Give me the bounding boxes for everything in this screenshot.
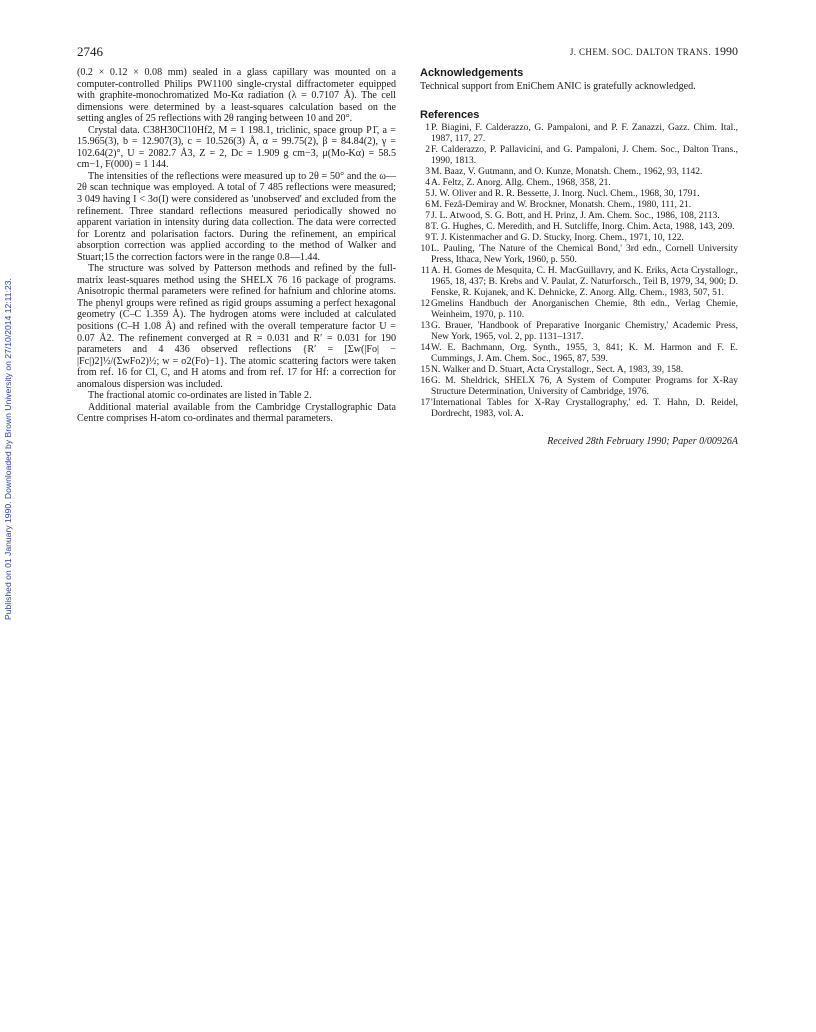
- references-heading: References: [420, 108, 480, 121]
- acknowledgements-heading: Acknowledgements: [420, 67, 524, 79]
- reference-text: Gmelins Handbuch der Anorganischen Chemie, 8th edn., Verlag Chemie, Weinheim, 1970, p. 110.: [431, 298, 738, 320]
- download-watermark: [3, 190, 17, 620]
- reference-item: [420, 376, 738, 398]
- reference-item: [420, 233, 738, 244]
- reference-text: J. W. Oliver and R. R. Bessette, J. Inorg. Nucl. Chem., 1968, 30, 1791.: [431, 188, 700, 199]
- reference-item: [420, 321, 738, 343]
- reference-number: 10: [420, 243, 430, 254]
- reference-text: 'International Tables for X-Ray Crystallography,' ed. T. Hahn, D. Reidel, Dordrecht, 1983, vol. A.: [431, 397, 738, 419]
- reference-item: [420, 365, 738, 376]
- reference-number: 16: [420, 375, 430, 386]
- reference-number: 4: [425, 177, 430, 188]
- reference-text: F. Calderazzo, P. Pallavicini, and G. Pampaloni, J. Chem. Soc., Dalton Trans., 1990, 1813.: [431, 144, 738, 166]
- reference-number: 3: [425, 166, 430, 177]
- reference-number: 17: [420, 397, 430, 408]
- reference-text: N. Walker and D. Stuart, Acta Crystallogr., Sect. A, 1983, 39, 158.: [431, 364, 684, 375]
- reference-text: M. Fezâ-Demiray and W. Brockner, Monatsh. Chem., 1980, 111, 21.: [431, 199, 692, 210]
- reference-item: [420, 145, 738, 167]
- reference-item: [420, 266, 738, 299]
- body-paragraph: The fractional atomic co-ordinates are listed in Table 2.: [88, 390, 312, 402]
- reference-item: [420, 244, 738, 266]
- reference-number: 13: [420, 320, 430, 331]
- reference-text: T. G. Hughes, C. Meredith, and H. Sutcliffe, Inorg. Chim. Acta, 1988, 143, 209.: [431, 221, 735, 232]
- reference-text: L. Pauling, 'The Nature of the Chemical Bond,' 3rd edn., Cornell University Press, Ithaca, New York, 1960, p. 550.: [431, 243, 738, 265]
- page-number: 2746: [77, 44, 103, 59]
- journal-year: 1990: [714, 44, 738, 58]
- body-paragraph: The structure was solved by Patterson methods and refined by the full-matrix least-squares method using the SHELX 76 16 package of programs. Anisotropic thermal parameters were refined for hafnium and chlorine atoms. The phenyl groups were refined as rigid groups assuming a perfect hexagonal geometry (C–C 1.359 Å). The hydrogen atoms were included at calculated positions (C–H 1.08 Å) and refined with the overall temperature factor U = 0.07 Å2. The refinement converged at R = 0.031 and R′ = 0.031 for 190 parameters and 4 436 observed reflections {R′ = [Σw(|Fo| − |Fc|)2]½/(ΣwFo2)½; w = σ2(Fo)−1}. The atomic scattering factors were taken from ref. 16 for Cl, C, and H atoms and from ref. 17 for Hf: a correction for anomalous dispersion was included.: [77, 263, 396, 390]
- reference-item: [420, 211, 738, 222]
- reference-number: 1: [425, 122, 430, 133]
- reference-number: 14: [420, 342, 430, 353]
- reference-item: [420, 167, 738, 178]
- reference-item: [420, 299, 738, 321]
- received-line: Received 28th February 1990; Paper 0/00926A: [547, 435, 738, 447]
- reference-number: 9: [425, 232, 430, 243]
- reference-number: 6: [425, 199, 430, 210]
- acknowledgements-text: Technical support from EniChem ANIC is gratefully acknowledged.: [420, 81, 696, 92]
- reference-text: J. L. Atwood, S. G. Bott, and H. Prinz, J. Am. Chem. Soc., 1986, 108, 2113.: [431, 210, 720, 221]
- reference-number: 8: [425, 221, 430, 232]
- reference-number: 2: [425, 144, 430, 155]
- reference-number: 15: [420, 364, 430, 375]
- reference-item: [420, 222, 738, 233]
- journal-name: J. CHEM. SOC. DALTON TRANS.: [569, 47, 711, 57]
- reference-item: [420, 200, 738, 211]
- reference-text: A. H. Gomes de Mesquita, C. H. MacGuillavry, and K. Eriks, Acta Crystallogr., 1965, 18, 437; B. Krebs and V. Paulat, Z. Naturforsch., Teil B, 1979, 34, 900; D. Fenske, R. Kujanek, and K. Dehnicke, Z. Anorg. Allg. Chem., 1983, 507, 51.: [431, 265, 738, 298]
- left-column: [77, 67, 396, 425]
- reference-text: T. J. Kistenmacher and G. D. Stucky, Inorg. Chem., 1971, 10, 122.: [431, 232, 684, 243]
- body-paragraph: The intensities of the reflections were measured up to 2θ = 50° and the ω—2θ scan technique was employed. A total of 7 485 reflections were measured; 3 049 having I < 3σ(I) were considered as 'unobserved' and excluded from the refinement. Three standard reflections measured periodically showed no apparent variation in intensity during data collection. The data were corrected for Lorentz and polarisation factors. During the refinement, an empirical absorption correction was applied according to the method of Walker and Stuart;15 the correction factors were in the range 0.8—1.44.: [77, 170, 396, 263]
- reference-number: 12: [420, 298, 430, 309]
- reference-text: A. Feltz, Z. Anorg. Allg. Chem., 1968, 358, 21.: [431, 177, 611, 188]
- body-paragraph: (0.2 × 0.12 × 0.08 mm) sealed in a glass capillary was mounted on a computer-controlled Philips PW1100 single-crystal diffractometer equipped with graphite-monochromatized Mo-Kα radiation (λ = 0.7107 Å). The cell dimensions were determined by a least-squares calculation based on the setting angles of 25 reflections with 2θ ranging between 10 and 20°.: [77, 67, 396, 125]
- reference-text: M. Baaz, V. Gutmann, and O. Kunze, Monatsh. Chem., 1962, 93, 1142.: [431, 166, 703, 177]
- reference-number: 7: [425, 210, 430, 221]
- reference-item: [420, 178, 738, 189]
- reference-list: [420, 123, 738, 420]
- reference-number: 11: [420, 265, 430, 276]
- journal-title: [570, 44, 738, 59]
- reference-text: W. E. Bachmann, Org. Synth., 1955, 3, 841; K. M. Harmon and F. E. Cummings, J. Am. Chem. Soc., 1965, 87, 539.: [431, 342, 738, 364]
- watermark-text: Published on 01 January 1990. Downloaded by Brown University on 27/10/2014 12:11:23.: [3, 278, 13, 620]
- reference-text: P. Biagini, F. Calderazzo, G. Pampaloni, and P. F. Zanazzi, Gazz. Chim. Ital., 1987, 117, 27.: [431, 122, 738, 144]
- reference-item: [420, 123, 738, 145]
- page-header: [77, 44, 738, 60]
- reference-number: 5: [425, 188, 430, 199]
- reference-text: G. Brauer, 'Handbook of Preparative Inorganic Chemistry,' Academic Press, New York, 1965, vol. 2, pp. 1131–1317.: [431, 320, 738, 342]
- reference-item: [420, 343, 738, 365]
- right-column: [420, 67, 738, 457]
- reference-item: [420, 189, 738, 200]
- crystal-data-paragraph: Crystal data. C38H30Cl10Hf2, M = 1 198.1, triclinic, space group P1̄, a = 15.965(3), b = 12.907(3), c = 10.526(3) Å, α = 99.75(2), β = 84.84(2), γ = 102.64(2)°, U = 2082.7 Å3, Z = 2, Dc = 1.909 g cm−3, μ(Mo-Kα) = 58.5 cm−1, F(000) = 1 144.: [77, 124, 396, 171]
- body-paragraph: Additional material available from the Cambridge Crystallographic Data Centre comprises H-atom co-ordinates and thermal parameters.: [77, 401, 396, 425]
- reference-item: [420, 398, 738, 420]
- reference-text: G. M. Sheldrick, SHELX 76, A System of Computer Programs for X-Ray Structure Determination, University of Cambridge, 1976.: [431, 375, 738, 397]
